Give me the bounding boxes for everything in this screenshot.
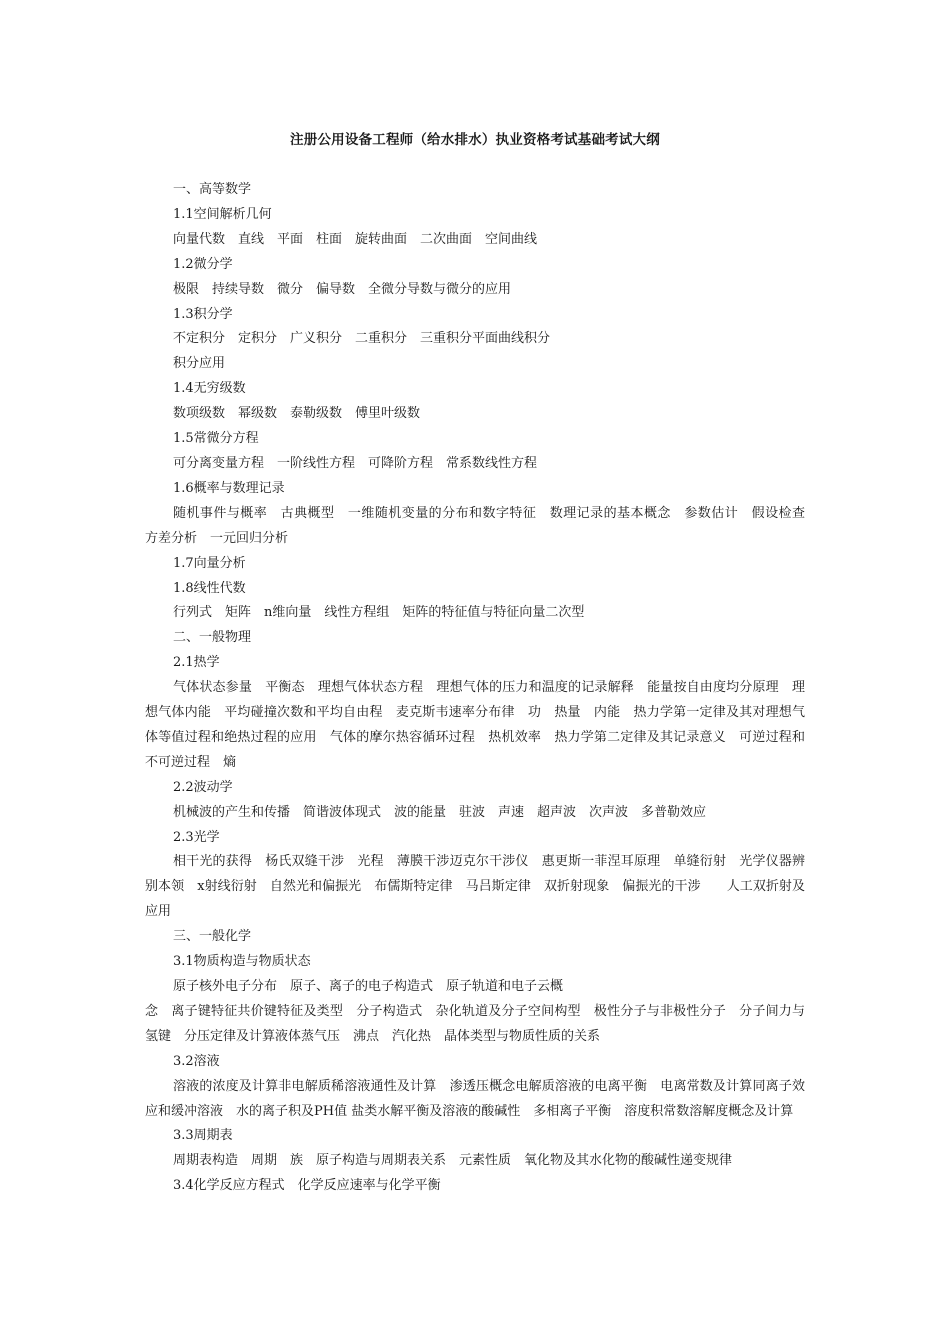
paragraph-line: 气体状态参量 平衡态 理想气体状态方程 理想气体的压力和温度的记录解释 能量按自由度均分原理 理想气体内能 平均碰撞次数和平均自由程 麦克斯韦速率分布律 功 热量 内能 热力学第一定律及其对理想气体等值过程和绝热过程的应用 气体的摩尔热容循环过程 热机效率 热力学第二定律及其记录意义 可逆过程和不可逆过程 熵 — [145, 680, 805, 770]
paragraph-line: 3.1物质构造与物质状态 — [173, 954, 311, 970]
paragraph-line: 机械波的产生和传播 简谐波体现式 波的能量 驻波 声速 超声波 次声波 多普勒效应 — [173, 804, 707, 820]
paragraph-line: 随机事件与概率 古典概型 一维随机变量的分布和数字特征 数理记录的基本概念 参数估计 假设检查 方差分析 一元回归分析 — [145, 505, 819, 546]
paragraph-line: 3.3周期表 — [173, 1128, 233, 1144]
paragraph-line: 1.1空间解析几何 — [173, 206, 272, 222]
paragraph-line: 二、一般物理 — [173, 630, 252, 646]
paragraph-line: 2.2波动学 — [173, 779, 233, 795]
paragraph-line: 极限 持续导数 微分 偏导数 全微分导数与微分的应用 — [173, 281, 512, 297]
paragraph-line: 3.2溶液 — [173, 1053, 220, 1069]
paragraph-line: 三、一般化学 — [173, 929, 252, 945]
paragraph-line: 2.3光学 — [173, 829, 220, 845]
paragraph-line: 可分离变量方程 一阶线性方程 可降阶方程 常系数线性方程 — [173, 455, 538, 471]
paragraph-line: 向量代数 直线 平面 柱面 旋转曲面 二次曲面 空间曲线 — [173, 231, 538, 247]
paragraph-line: 1.5常微分方程 — [173, 431, 259, 447]
paragraph-line: 1.6概率与数理记录 — [173, 480, 285, 496]
paragraph-line: 念 离子键特征共价键特征及类型 分子构造式 杂化轨道及分子空间构型 极性分子与非极性分子 分子间力与氢键 分压定律及计算液体蒸气压 沸点 汽化热 晶体类型与物质性质的关系 — [145, 1003, 805, 1044]
paragraph-line: 数项级数 幂级数 泰勒级数 傅里叶级数 — [173, 406, 421, 422]
paragraph-line: 溶液的浓度及计算非电解质稀溶液通性及计算 渗透压概念电解质溶液的电离平衡 电离常数及计算同离子效应和缓冲溶液 水的离子积及PH值 盐类水解平衡及溶液的酸碱性 多相离子平衡 溶度积常数溶解度概念及计算 — [145, 1078, 805, 1119]
paragraph-line: 1.2微分学 — [173, 256, 233, 272]
paragraph-line: 一、高等数学 — [173, 182, 252, 197]
paragraph-line: 相干光的获得 杨氏双缝干涉 光程 薄膜干涉迈克尔干涉仪 惠更斯一菲涅耳原理 单缝衍射 光学仪器辨别本领 x射线衍射 自然光和偏振光 布儒斯特定律 马吕斯定律 双折射现象 偏振光的干涉 人工双折射及应用 — [145, 854, 805, 920]
paragraph-line: 周期表构造 周期 族 原子构造与周期表关系 元素性质 氧化物及其水化物的酸碱性递变规律 — [173, 1153, 733, 1169]
paragraph-line: 行列式 矩阵 n维向量 线性方程组 矩阵的特征值与特征向量二次型 — [173, 605, 585, 621]
paragraph-line: 1.7向量分析 — [173, 555, 246, 571]
paragraph-line: 1.3积分学 — [173, 306, 233, 322]
paragraph-line: 2.1热学 — [173, 655, 220, 671]
paragraph-line: 积分应用 — [173, 356, 226, 372]
document-title: 注册公用设备工程师（给水排水）执业资格考试基础考试大纲 — [290, 132, 660, 148]
paragraph-line: 1.8线性代数 — [173, 580, 246, 596]
paragraph-line: 3.4化学反应方程式 化学反应速率与化学平衡 — [173, 1178, 441, 1194]
paragraph-line: 不定积分 定积分 广义积分 二重积分 三重积分平面曲线积分 — [173, 331, 551, 347]
paragraph-line: 原子核外电子分布 原子、离子的电子构造式 原子轨道和电子云概 — [173, 979, 564, 994]
paragraph-line: 1.4无穷级数 — [173, 381, 246, 397]
document-body — [145, 178, 819, 1199]
